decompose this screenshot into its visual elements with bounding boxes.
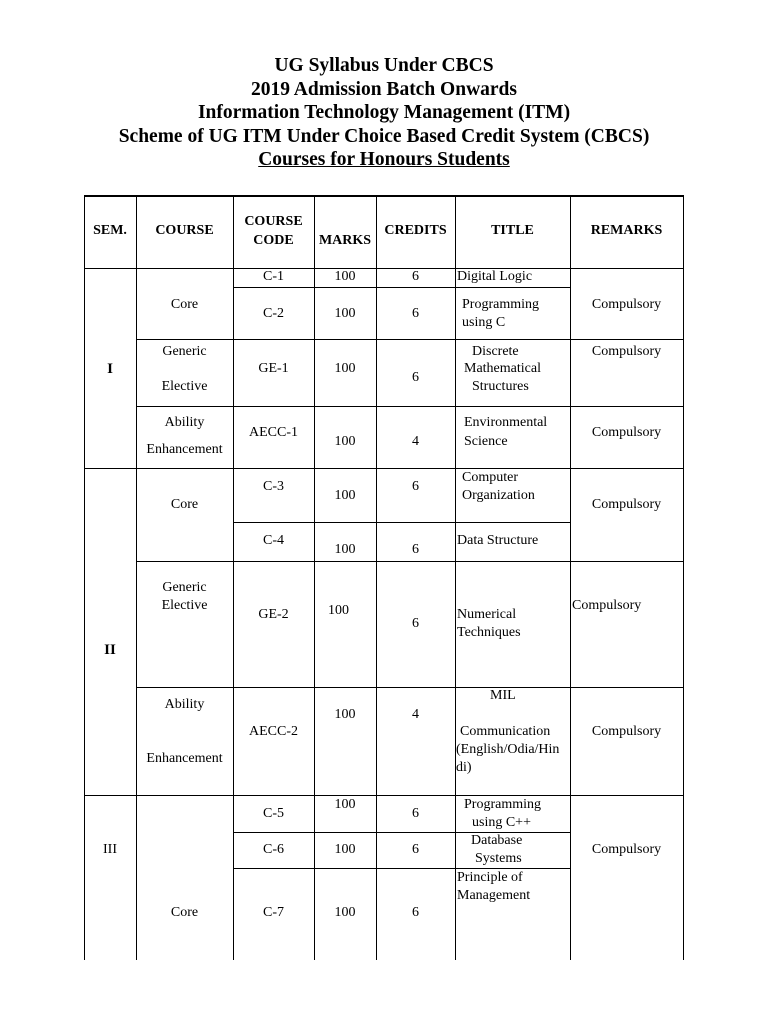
- sem-separator-1: [84, 468, 684, 469]
- title-line-5: Courses for Honours Students: [258, 149, 510, 170]
- course-type-ability: Ability: [164, 697, 205, 712]
- course-title: (English/Odia/Hin: [456, 742, 560, 757]
- course-title: Structures: [472, 379, 529, 394]
- marks: 100: [334, 434, 356, 449]
- course-title: Techniques: [457, 625, 521, 640]
- course-type-core: Core: [170, 497, 199, 512]
- credits: 6: [412, 842, 419, 857]
- course-type-elective: Elective: [161, 379, 208, 394]
- course-title: Mathematical: [464, 361, 541, 376]
- credits: 6: [412, 479, 419, 494]
- header-course: COURSE: [155, 223, 214, 238]
- row-line-ge-1: [136, 406, 683, 407]
- marks: 100: [334, 488, 356, 503]
- header-course-code-2: CODE: [253, 233, 294, 248]
- remarks: Compulsory: [591, 842, 662, 857]
- course-type-ability: Ability: [164, 415, 205, 430]
- title-line-4: Scheme of UG ITM Under Choice Based Credit System (CBCS): [118, 125, 650, 147]
- course-title: Programming: [462, 297, 539, 312]
- title-line-2: 2019 Admission Batch Onwards: [250, 78, 517, 100]
- course-title: Organization: [462, 488, 535, 503]
- col-line-title: [455, 195, 456, 960]
- credits: 6: [412, 542, 419, 557]
- course-code: C-7: [263, 905, 284, 920]
- course-title: Communication: [460, 724, 551, 739]
- header-marks: MARKS: [318, 233, 372, 248]
- course-code: GE-2: [258, 607, 289, 622]
- course-title: Systems: [475, 851, 522, 866]
- marks: 100: [334, 707, 356, 722]
- course-title: Computer: [462, 470, 518, 485]
- course-type-elective: Elective: [161, 598, 208, 613]
- course-title: Science: [464, 434, 508, 449]
- credits: 6: [412, 616, 419, 631]
- credits: 4: [412, 707, 419, 722]
- credits: 4: [412, 434, 419, 449]
- marks: 100: [334, 306, 356, 321]
- title-line-1: UG Syllabus Under CBCS: [274, 55, 494, 76]
- course-title: Numerical: [457, 607, 517, 622]
- row-line-c1: [233, 287, 570, 288]
- row-line-c3: [233, 522, 570, 523]
- remarks: Compulsory: [572, 598, 642, 613]
- marks: 100: [334, 542, 356, 557]
- course-code: C-1: [263, 269, 284, 284]
- course-title: di): [456, 760, 472, 775]
- header-credits: CREDITS: [384, 223, 447, 238]
- course-code: GE-1: [258, 361, 289, 376]
- credits: 6: [412, 370, 419, 385]
- remarks: Compulsory: [591, 297, 662, 312]
- header-course-code-1: COURSE: [244, 214, 303, 229]
- course-code: C-4: [263, 533, 284, 548]
- remarks: Compulsory: [591, 497, 662, 512]
- course-type-core: Core: [170, 297, 199, 312]
- title-line-3: Information Technology Management (ITM): [197, 102, 571, 123]
- table-border-top: [84, 195, 684, 197]
- course-type-enhancement: Enhancement: [146, 751, 223, 766]
- course-code: C-5: [263, 806, 284, 821]
- course-title: Environmental: [464, 415, 548, 430]
- course-code: AECC-2: [249, 724, 298, 739]
- marks: 100: [334, 842, 356, 857]
- course-type-core: Core: [170, 905, 199, 920]
- course-title: MIL: [490, 688, 516, 703]
- marks: 100: [334, 905, 356, 920]
- course-title: using C: [462, 315, 506, 330]
- course-type-generic: Generic: [162, 580, 207, 595]
- course-title: Programming: [464, 797, 541, 812]
- header-title: TITLE: [491, 223, 534, 238]
- course-code: C-3: [263, 479, 284, 494]
- header-remarks: REMARKS: [590, 223, 663, 238]
- credits: 6: [412, 306, 419, 321]
- course-title: Data Structure: [457, 533, 539, 548]
- row-line-core-1: [136, 339, 683, 340]
- remarks: Compulsory: [591, 724, 662, 739]
- course-title: Management: [457, 888, 531, 903]
- sem-label-1: I: [107, 361, 113, 377]
- course-type-enhancement: Enhancement: [146, 442, 223, 457]
- row-line-core-2: [136, 561, 683, 562]
- sem-label-3: III: [103, 842, 117, 857]
- course-title: Principle of: [457, 870, 523, 885]
- course-code: C-2: [263, 306, 284, 321]
- sem-label-2: II: [104, 642, 116, 658]
- course-code: AECC-1: [249, 425, 298, 440]
- course-type-generic: Generic: [162, 344, 207, 359]
- marks: 100: [334, 269, 356, 284]
- marks: 100: [334, 797, 356, 812]
- marks: 100: [328, 603, 349, 618]
- header-sem: SEM.: [93, 223, 127, 238]
- credits: 6: [412, 269, 419, 284]
- credits: 6: [412, 905, 419, 920]
- marks: 100: [334, 361, 356, 376]
- credits: 6: [412, 806, 419, 821]
- remarks: Compulsory: [591, 425, 662, 440]
- course-title: Database: [471, 833, 523, 848]
- row-line-ge-2: [136, 687, 683, 688]
- table-border-right: [683, 195, 684, 960]
- course-code: C-6: [263, 842, 284, 857]
- course-title: Discrete: [472, 344, 519, 359]
- sem-separator-2: [84, 795, 684, 796]
- course-title: Digital Logic: [457, 269, 533, 284]
- remarks: Compulsory: [591, 344, 662, 359]
- course-title: using C++: [472, 815, 531, 830]
